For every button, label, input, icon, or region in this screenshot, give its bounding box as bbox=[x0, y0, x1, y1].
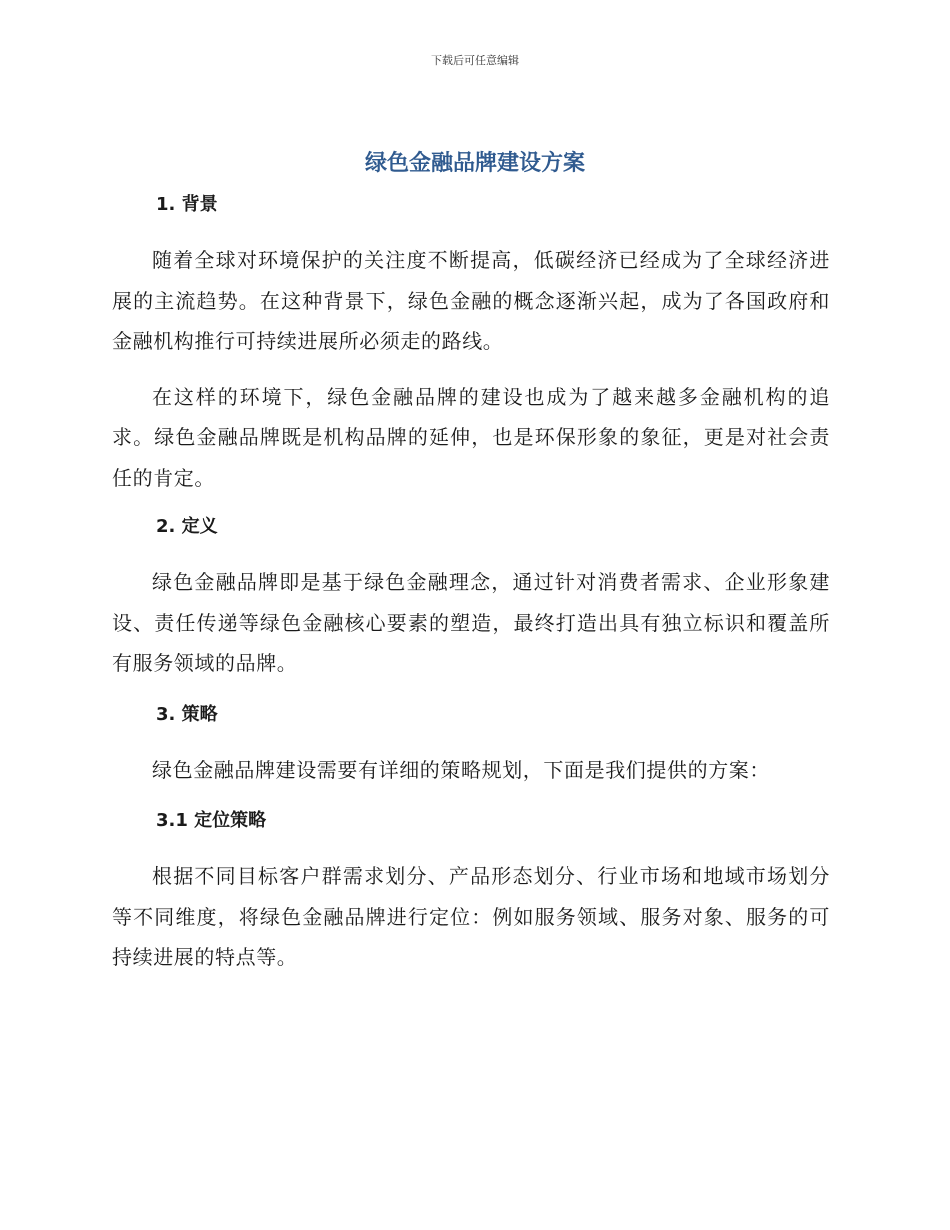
page-header-note: 下载后可任意编辑 bbox=[431, 54, 519, 67]
paragraph-strategy: 绿色金融品牌建设需要有详细的策略规划，下面是我们提供的方案： bbox=[152, 757, 770, 782]
paragraph-definition: 绿色金融品牌即是基于绿色金融理念，通过针对消费者需求、企业形象建设、责任传递等绿色金融核心要素的塑造，最终打造出具有独立标识和覆盖所有服务领域的品牌。 bbox=[112, 570, 830, 675]
document-body bbox=[112, 190, 830, 978]
section-heading-positioning: 3.1 定位策略 bbox=[156, 810, 267, 831]
paragraph-background-1: 随着全球对环境保护的关注度不断提高，低碳经济已经成为了全球经济进展的主流趋势。在这种背景下，绿色金融的概念逐渐兴起，成为了各国政府和金融机构推行可持续进展所必须走的路线。 bbox=[112, 248, 830, 353]
paragraph-background-2: 在这样的环境下，绿色金融品牌的建设也成为了越来越多金融机构的追求。绿色金融品牌既是机构品牌的延伸，也是环保形象的象征，更是对社会责任的肯定。 bbox=[112, 384, 830, 490]
section-heading-strategy: 3. 策略 bbox=[156, 703, 218, 725]
section-heading-definition: 2. 定义 bbox=[156, 516, 218, 537]
document-title: 绿色金融品牌建设方案 bbox=[364, 151, 585, 176]
section-heading-background: 1. 背景 bbox=[156, 194, 218, 215]
paragraph-positioning: 根据不同目标客户群需求划分、产品形态划分、行业市场和地域市场划分等不同维度，将绿色金融品牌进行定位：例如服务领域、服务对象、服务的可持续进展的特点等。 bbox=[112, 864, 830, 969]
